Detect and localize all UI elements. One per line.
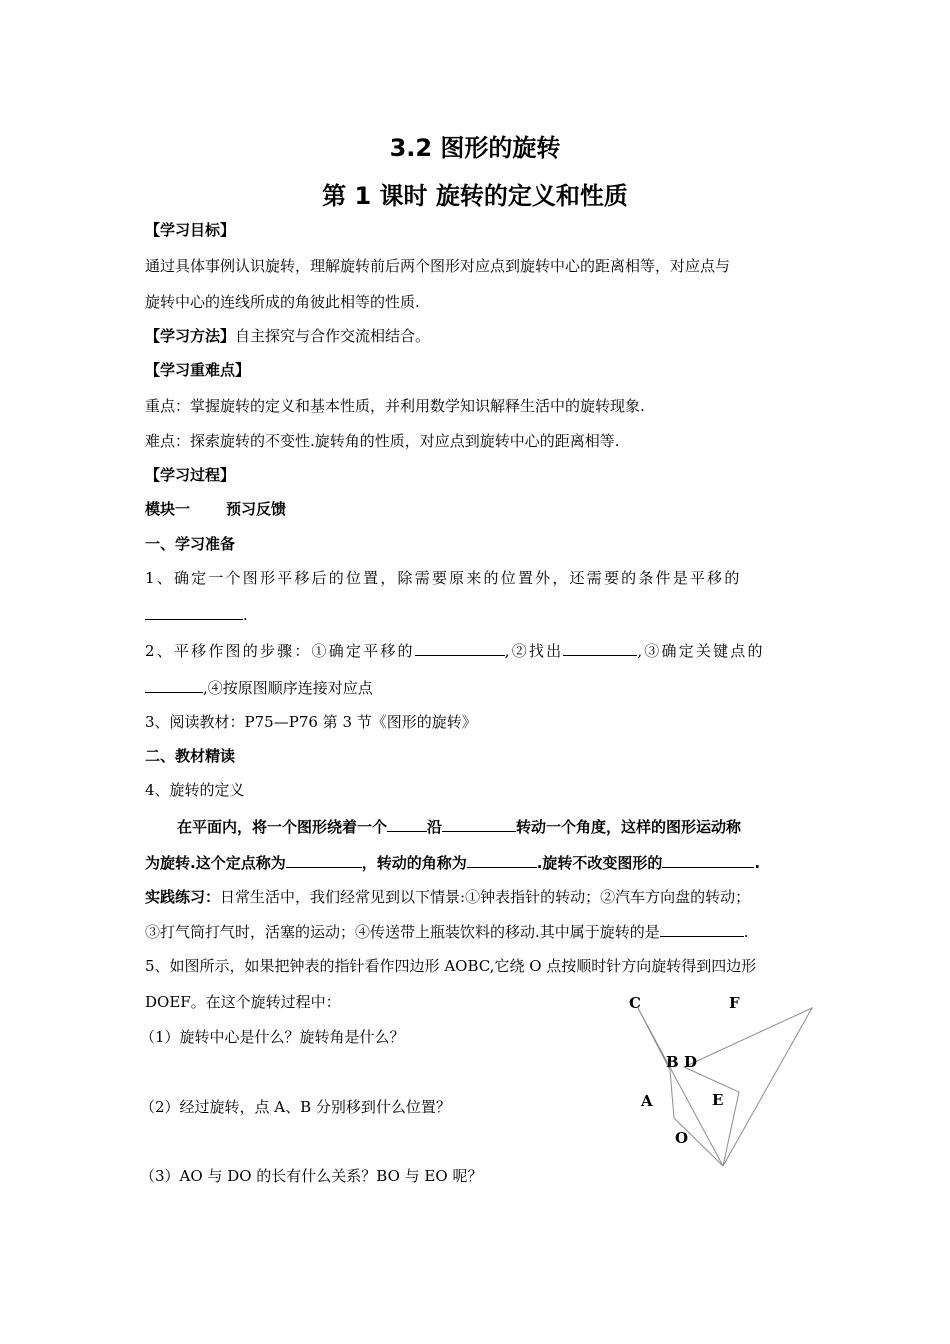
question-2-part-4: ,④按原图顺序连接对应点 bbox=[203, 679, 373, 697]
practice-label: 实践练习： bbox=[145, 888, 221, 906]
keypoints-heading: 【学习重难点】 bbox=[145, 361, 251, 379]
question-2-part-3: ,③确定关键点的 bbox=[637, 642, 765, 660]
method-text: 自主探究与合作交流相结合。 bbox=[235, 327, 431, 345]
keypoint-hard: 难点：探索旋转的不变性.旋转角的性质，对应点到旋转中心的距离相等. bbox=[145, 432, 620, 450]
keypoint-key: 重点：掌握旋转的定义和基本性质，并利用数学知识解释生活中的旋转现象. bbox=[145, 397, 645, 415]
question-2-part-2: ,②找出 bbox=[504, 642, 564, 660]
practice-text-1: 日常生活中，我们经常见到以下情景:①钟表指针的转动；②汽车方向盘的转动； bbox=[220, 888, 751, 906]
question-5-line-1: 5、如图所示，如果把钟表的指针看作四边形 AOBC,它绕 O 点按顺时针方向旋转得到四边形 bbox=[145, 957, 757, 975]
module-name: 预习反馈 bbox=[226, 500, 287, 518]
question-5-sub-3: （3）AO 与 DO 的长有什么关系？BO 与 EO 呢？ bbox=[140, 1167, 483, 1185]
definition-part-3: 转动一个角度，这样的图形运动称 bbox=[516, 818, 742, 836]
definition-part-1: 在平面内，将一个图形绕着一个 bbox=[177, 818, 388, 836]
label-f: F bbox=[729, 994, 740, 1012]
definition-part-2: 沿 bbox=[427, 818, 443, 836]
question-1-text: 1、确定一个图形平移后的位置，除需要原来的位置外，还需要的条件是平移的 bbox=[145, 569, 742, 587]
question-3-text: 3、阅读教材：P75—P76 第 3 节《图形的旋转》 bbox=[145, 713, 477, 731]
page-subtitle: 第 1 课时 旋转的定义和性质 bbox=[322, 182, 628, 210]
goals-line-1: 通过具体事例认识旋转，理解旋转前后两个图形对应点到旋转中心的距离相等，对应点与 bbox=[145, 257, 731, 275]
process-heading: 【学习过程】 bbox=[145, 466, 236, 484]
label-c: C bbox=[629, 994, 641, 1012]
label-b: B bbox=[666, 1053, 679, 1071]
label-a: A bbox=[641, 1092, 653, 1110]
definition-part-6: .旋转不改变图形的 bbox=[536, 854, 663, 872]
question-5-sub-2: （2）经过旋转，点 A、B 分别移到什么位置？ bbox=[140, 1098, 451, 1116]
label-d: D bbox=[684, 1053, 698, 1071]
label-e: E bbox=[712, 1091, 724, 1109]
module-label: 模块一 bbox=[145, 500, 191, 518]
question-5-sub-1: （1）旋转中心是什么？旋转角是什么？ bbox=[140, 1028, 405, 1046]
section-1-heading: 一、学习准备 bbox=[145, 535, 236, 553]
definition-part-4: 为旋转.这个定点称为 bbox=[145, 854, 286, 872]
definition-part-7: . bbox=[754, 854, 761, 872]
goals-heading: 【学习目标】 bbox=[145, 221, 236, 239]
label-o: O bbox=[675, 1129, 689, 1147]
section-2-heading: 二、教材精读 bbox=[145, 747, 236, 765]
definition-part-5: ，转动的角称为 bbox=[361, 854, 467, 872]
practice-text-2: ③打气筒打气时，活塞的运动；④传送带上瓶装饮料的移动.其中属于旋转的是 bbox=[145, 923, 660, 941]
page-title: 3.2 图形的旋转 bbox=[389, 134, 561, 162]
goals-line-2: 旋转中心的连线所成的角彼此相等的性质. bbox=[145, 293, 420, 311]
question-1-end: . bbox=[243, 606, 248, 624]
question-4-text: 4、旋转的定义 bbox=[145, 781, 245, 799]
practice-end: . bbox=[743, 923, 749, 941]
question-2-part-1: 2、平移作图的步骤：①确定平移的 bbox=[145, 642, 415, 660]
method-heading: 【学习方法】 bbox=[145, 327, 236, 345]
question-5-line-2: DOEF。在这个旋转过程中： bbox=[145, 993, 341, 1011]
quadrilateral-doef bbox=[684, 1008, 812, 1166]
